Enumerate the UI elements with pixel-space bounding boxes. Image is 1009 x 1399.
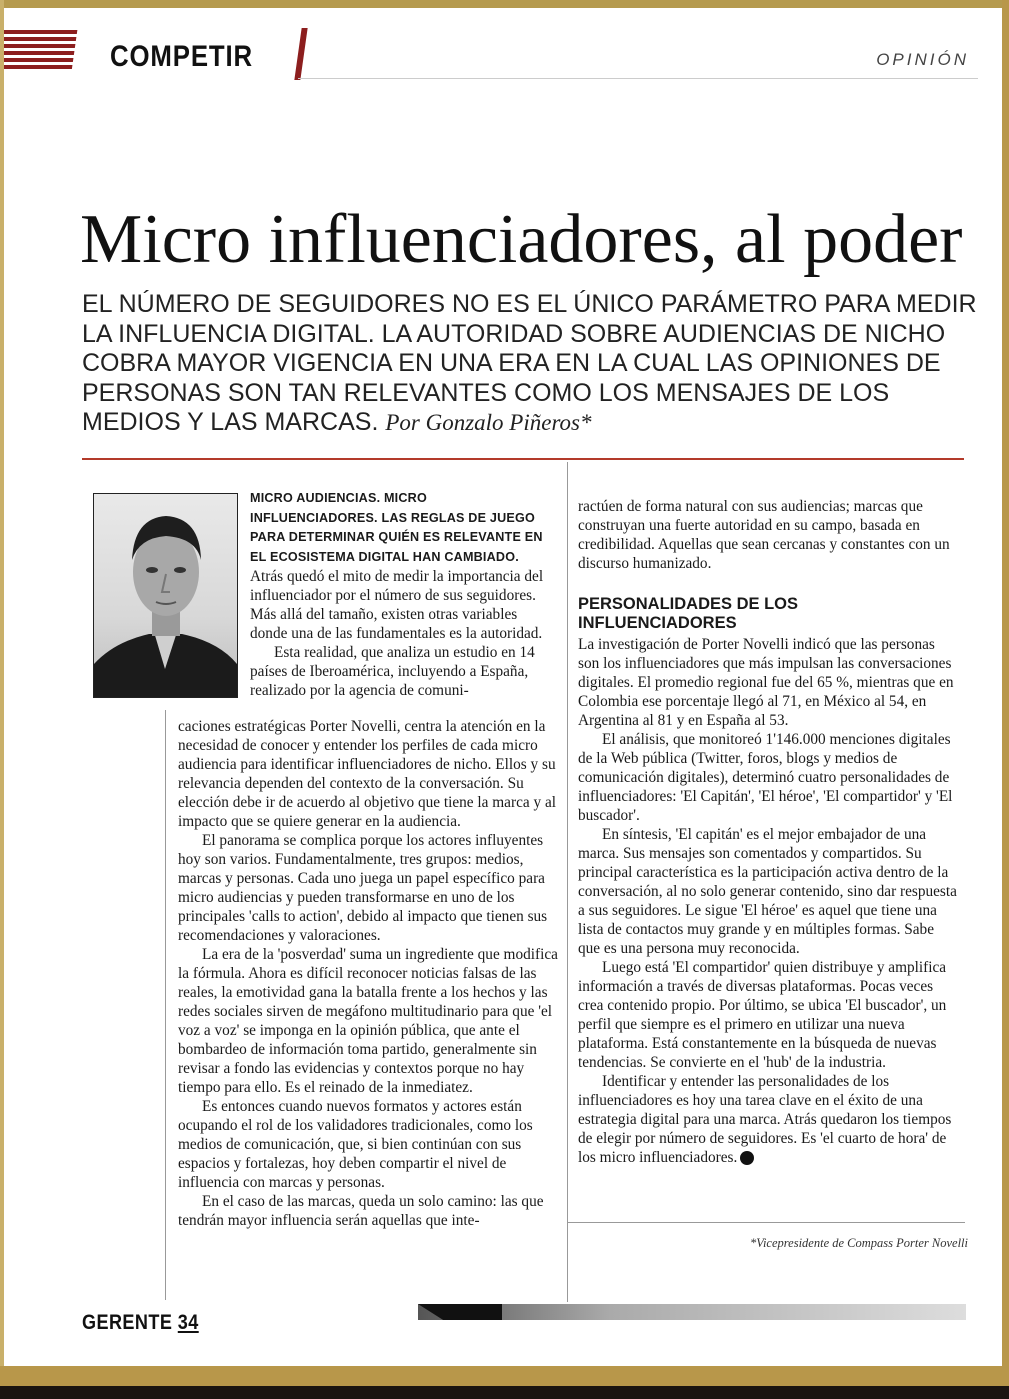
- header-stripes: [4, 30, 82, 78]
- author-footnote: *Vicepresidente de Compass Porter Novelli: [749, 1236, 968, 1250]
- article-dek: [82, 290, 982, 438]
- dek-text: EL NÚMERO DE SEGUIDORES NO ES EL ÚNICO PARÁMETRO PARA MEDIR LA INFLUENCIA DIGITAL. LA AUTORIDAD SOBRE AUDIENCIAS DE NICHO COBRA MAYOR VIGENCIA EN UNA ERA EN LA CUAL LAS OPINIONES DE PERSONAS SON TAN RELEVANTES COMO LOS MENSAJES DE LOS MEDIOS Y LAS MARCAS.: [82, 290, 977, 436]
- page-frame-top: [0, 0, 1009, 8]
- author-photo: [93, 493, 238, 698]
- page-frame-left: [0, 0, 4, 1399]
- page-frame-bottom-edge: [0, 1386, 1009, 1399]
- column-rule-middle: [567, 462, 568, 1302]
- article-title: Micro influenciadores, al poder: [80, 201, 963, 278]
- column-1-bottom: [178, 717, 558, 1230]
- paragraph-12-text: Identificar y entender las personalidades de los influenciadores es hoy una tarea clave en el éxito de una estrategia digital para una marca. Atrás quedaron los tiempos de elegir por número de seguidores. Es 'el cuarto de hora' de los micro influenciadores.: [578, 1073, 952, 1166]
- magazine-name: GERENTE: [82, 1311, 173, 1334]
- paragraph-12: [578, 1072, 958, 1167]
- page-frame-right: [1002, 0, 1009, 1399]
- paragraph-2b: caciones estratégicas Porter Novelli, centra la atención en la necesidad de conocer y entender los perfiles de cada micro audiencia para identificar influenciadores de nicho. Ellos y su relevancia dependen del contexto de la conversación. Su elección debe ir de acuerdo al objetivo que tiene la marca y al impacto que se quiere generar en la audiencia.: [178, 718, 556, 830]
- category-label: OPINIÓN: [876, 50, 969, 69]
- paragraph-8: La investigación de Porter Novelli indicó que las personas son los influenciadores que más impulsan las conversaciones digitales. El promedio regional fue del 65 %, mientras que en Colombia ese porcentaje llegó al 71, en México al 54, en Argentina al 81 y en España al 53.: [578, 636, 954, 729]
- paragraph-7: ractúen de forma natural con sus audiencias; marcas que construyan una fuerte autoridad en su campo, basada en credibilidad. Aquellas que sean cercanas y constantes con un discurso humanizado.: [578, 498, 950, 572]
- paragraph-11: Luego está 'El compartidor' quien distribuye y amplifica información a través de diversas plataformas. Pocas veces crea contenido propio. Por último, se ubica 'El buscador', un perfil que siempre es el primero en utilizar una nueva plataforma. Está constantemente en la búsqueda de nuevas tendencias. Se convierte en el 'hub' de la industria.: [578, 959, 947, 1071]
- paragraph-5: Es entonces cuando nuevos formatos y actores están ocupando el rol de los validadores tradicionales, como los medios de comunicación, que, si bien continúan con sus espacios y fortalezas, hoy deben compartir el nivel de influencia con marcas y personas.: [178, 1098, 533, 1191]
- end-mark-icon: G: [740, 1151, 754, 1165]
- column-2: [578, 497, 958, 1167]
- title-divider: [82, 458, 964, 460]
- paragraph-3: El panorama se complica porque los actores influyentes hoy son varios. Fundamentalmente, tres grupos: medios, marcas y personas. Cada uno juega un papel específico para micro audiencias y pueden transformarse en uno de los principales 'calls to action', debido al impacto que tienen sus recomendaciones y valoraciones.: [178, 832, 548, 944]
- column-1-top: [250, 489, 545, 700]
- paragraph-2a: Esta realidad, que analiza un estudio en 14 países de Iberoamérica, incluyendo a España, realizado por la agencia de comuni-: [250, 644, 535, 699]
- page-number: 34: [177, 1311, 199, 1334]
- paragraph-1: Atrás quedó el mito de medir la importancia del influenciador por el número de sus seguidores. Más allá del tamaño, existen otras variables donde una de las fundamentales es la autoridad.: [250, 568, 544, 642]
- paragraph-10: En síntesis, 'El capitán' es el mejor embajador de una marca. Sus mensajes son comentados y compartidos. Su principal característica es la participación activa dentro de la conversación, al no solo generar contenido, sino dar respuesta a sus seguidores. Le sigue 'El héroe' es aquel que tiene una lista de contactos muy grande y en múltiples formas. Sabe que es una persona muy reconocida.: [578, 826, 957, 957]
- section-label: COMPETIR: [110, 40, 254, 73]
- paragraph-6: En el caso de las marcas, queda un solo camino: las que tendrán mayor influencia serán aquellas que inte-: [178, 1193, 544, 1229]
- subheading: PERSONALIDADES DE LOS INFLUENCIADORES: [578, 595, 799, 632]
- lead-paragraph: MICRO AUDIENCIAS. MICRO INFLUENCIADORES. LAS REGLAS DE JUEGO PARA DETERMINAR QUIÉN ES RELEVANTE EN EL ECOSISTEMA DIGITAL HAN CAMBIADO.: [250, 491, 543, 564]
- header-rule: [298, 78, 978, 79]
- column-rule-left: [165, 710, 166, 1300]
- paragraph-4: La era de la 'posverdad' suma un ingrediente que modifica la fórmula. Ahora es difícil reconocer noticias falsas de las reales, la emotividad gana la batalla frente a los hechos y las redes sociales sirven de megáfono multitudinario para que 'el voz a voz' se imponga en la opinión pública, que ante el bombardeo de información toma partido, generalmente sin revisar a fondo las evidencias y contextos porque no hay tiempo para ello. Es el reinado de la inmediatez.: [178, 946, 558, 1096]
- footnote-rule: [568, 1222, 965, 1223]
- byline: Por Gonzalo Piñeros*: [385, 410, 592, 435]
- footer-folio: [82, 1311, 199, 1335]
- paragraph-9: El análisis, que monitoreó 1'146.000 menciones digitales de la Web pública (Twitter, foros, blogs y medios de comunicación digitales), determinó cuatro personalidades de influenciadores: 'El Capitán', 'El héroe', 'El compartidor' y 'El buscador'.: [578, 731, 953, 824]
